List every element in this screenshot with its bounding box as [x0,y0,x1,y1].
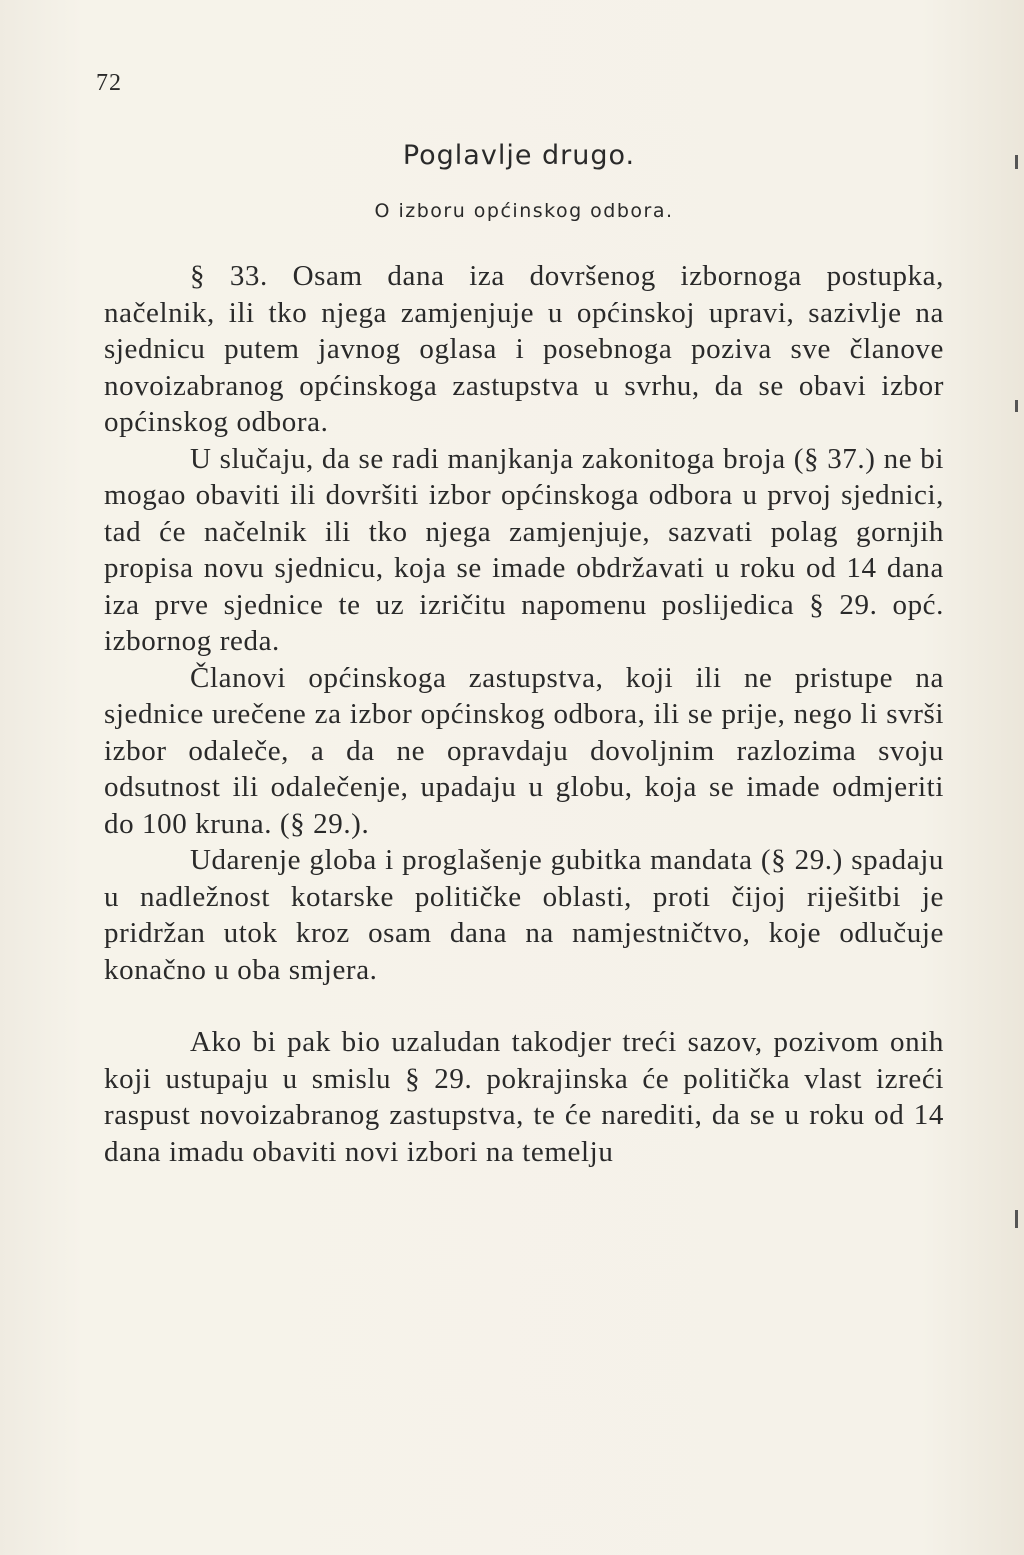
page-edge-mark [1015,155,1018,169]
paragraph-5: Ako bi pak bio uzaludan takodjer treći sazov, pozivom onih koji ustupaju u smislu § 29. pokrajinska će politička vlast izreći raspust novoizabranog zastupstva, te će narediti, da se u roku od 14 dana imadu obaviti novi izbori na temelju [104,1026,944,1168]
paragraph-3: Članovi općinskoga zastupstva, koji ili ne pristupe na sjednice urečene za izbor općinskog odbora, ili se prije, nego li svrši izbor odaleče, a da ne opravdaju dovoljnim razlozima svoju odsutnost ili odalečenje, upadaju u globu, koja se imade odmjeriti do 100 kruna. (§ 29.). [104,661,944,840]
paragraph-1: § 33. Osam dana iza dovršenog izbornoga postupka, načelnik, ili tko njega zamjenjuje u općinskoj upravi, sazivlje na sjednicu putem javnog oglasa i posebnoga poziva sve članove novoizabranog općinskoga zastupstva u svrhu, da se obavi izbor općinskog odbora. [104,260,944,438]
page-edge-mark [1015,400,1018,412]
page-edge-mark [1015,1210,1018,1228]
paragraph-4: Udarenje globa i proglašenje gubitka mandata (§ 29.) spadaju u nadležnost kotarske političke oblasti, proti čijoj riješitbi je pridržan utok kroz osam dana na namjestničtvo, koje odlučuje konačno u oba smjera. [104,844,944,986]
page-number: 72 [96,70,122,96]
body-text [104,258,944,1170]
chapter-subtitle: O izboru općinskog odbora. [374,200,674,222]
paragraph-2: U slučaju, da se radi manjkanja zakonitoga broja (§ 37.) ne bi mogao obaviti ili dovršiti izbor općinskoga odbora u prvoj sjednici, tad će načelnik ili tko njega zamjenjuje, sazvati polag gornjih propisa novu sjednicu, koja se imade obdržavati u roku od 14 dana iza prve sjednice te uz izričitu napomenu poslijedica § 29. opć. izbornog reda. [104,442,944,657]
chapter-title: Poglavlje drugo. [402,140,636,171]
